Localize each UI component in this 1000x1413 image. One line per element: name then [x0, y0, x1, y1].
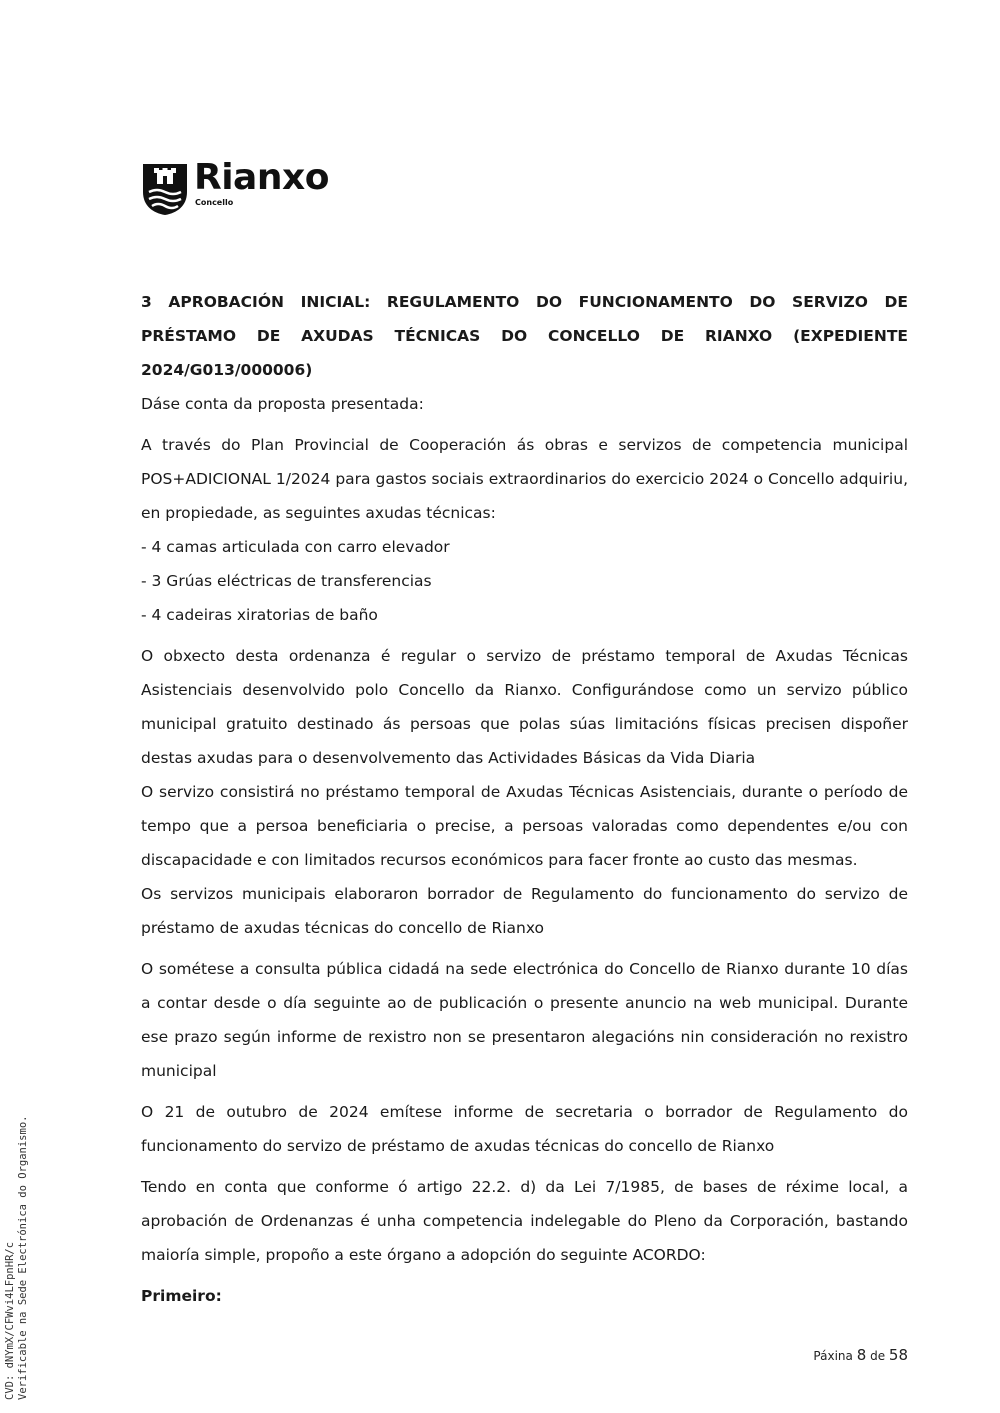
paragraph: Dáse conta da proposta presentada:: [141, 395, 424, 413]
section-heading: 3 APROBACIÓN INICIAL: REGULAMENTO DO FUNCIONAMENTO DO SERVIZO DE PRÉSTAMO DE AXUDAS TÉCNICAS DO CONCELLO DE RIANXO (EXPEDIENTE 2024/G013/000006): [141, 293, 908, 379]
subheading-primeiro: Primeiro:: [141, 1287, 222, 1305]
verification-code: CVD: dNYmX/CFWvi4LFpnHR/c: [4, 1241, 16, 1400]
paragraph: Os servizos municipais elaboraron borrador de Regulamento do funcionamento do servizo de préstamo de axudas técnicas do concello de Rianxo: [141, 885, 908, 937]
page-separator: de: [870, 1349, 886, 1363]
paragraph: A través do Plan Provincial de Cooperación ás obras e servizos de competencia municipal POS+ADICIONAL 1/2024 para gastos sociais extraordinarios do exercicio 2024 o Concello adquiriu, en propiedade, as seguintes axudas técnicas:: [141, 436, 908, 522]
list-item: - 4 camas articulada con carro elevador: [141, 538, 450, 556]
logo-name: Rianxo: [194, 157, 329, 198]
page-current: 8: [856, 1346, 867, 1364]
paragraph: O 21 de outubro de 2024 emítese informe de secretaria o borrador de Regulamento do funcionamento do servizo de préstamo de axudas técnicas do concello de Rianxo: [141, 1103, 908, 1155]
page-total: 58: [888, 1346, 908, 1364]
shield-castle-icon: [141, 162, 189, 216]
document-body: [141, 285, 908, 1313]
page-label: Páxina: [813, 1349, 853, 1363]
list-item: - 4 cadeiras xiratorias de baño: [141, 606, 378, 624]
logo-subtitle: Concello: [195, 198, 234, 207]
verification-text: Verificable na Sede Electrónica do Organismo.: [17, 1115, 29, 1400]
list-item: - 3 Grúas eléctricas de transferencias: [141, 572, 432, 590]
verification-note: [4, 1116, 30, 1400]
paragraph: Tendo en conta que conforme ó artigo 22.2. d) da Lei 7/1985, de bases de réxime local, a aprobación de Ordenanzas é unha competencia indelegable do Pleno da Corporación, bastando maioría simple, propoño a este órgano a adopción do seguinte ACORDO:: [141, 1178, 908, 1264]
paragraph: O sométese a consulta pública cidadá na sede electrónica do Concello de Rianxo durante 10 días a contar desde o día seguinte ao de publicación o presente anuncio na web municipal. Durante ese prazo según informe de rexistro non se presentaron alegacións nin consideración no rexistro municipal: [141, 960, 908, 1080]
paragraph: O obxecto desta ordenanza é regular o servizo de préstamo temporal de Axudas Técnicas Asistenciais desenvolvido polo Concello da Rianxo. Configurándose como un servizo público municipal gratuito destinado ás persoas que polas súas limitacións físicas precisen dispoñer destas axudas para o desenvolvemento das Actividades Básicas da Vida Diaria: [141, 647, 908, 767]
paragraph: O servizo consistirá no préstamo temporal de Axudas Técnicas Asistenciais, durante o período de tempo que a persoa beneficiaria o precise, a persoas valoradas como dependentes e/ou con discapacidade e con limitados recursos económicos para facer fronte ao custo das mesmas.: [141, 783, 908, 869]
page-number: [813, 1346, 908, 1364]
